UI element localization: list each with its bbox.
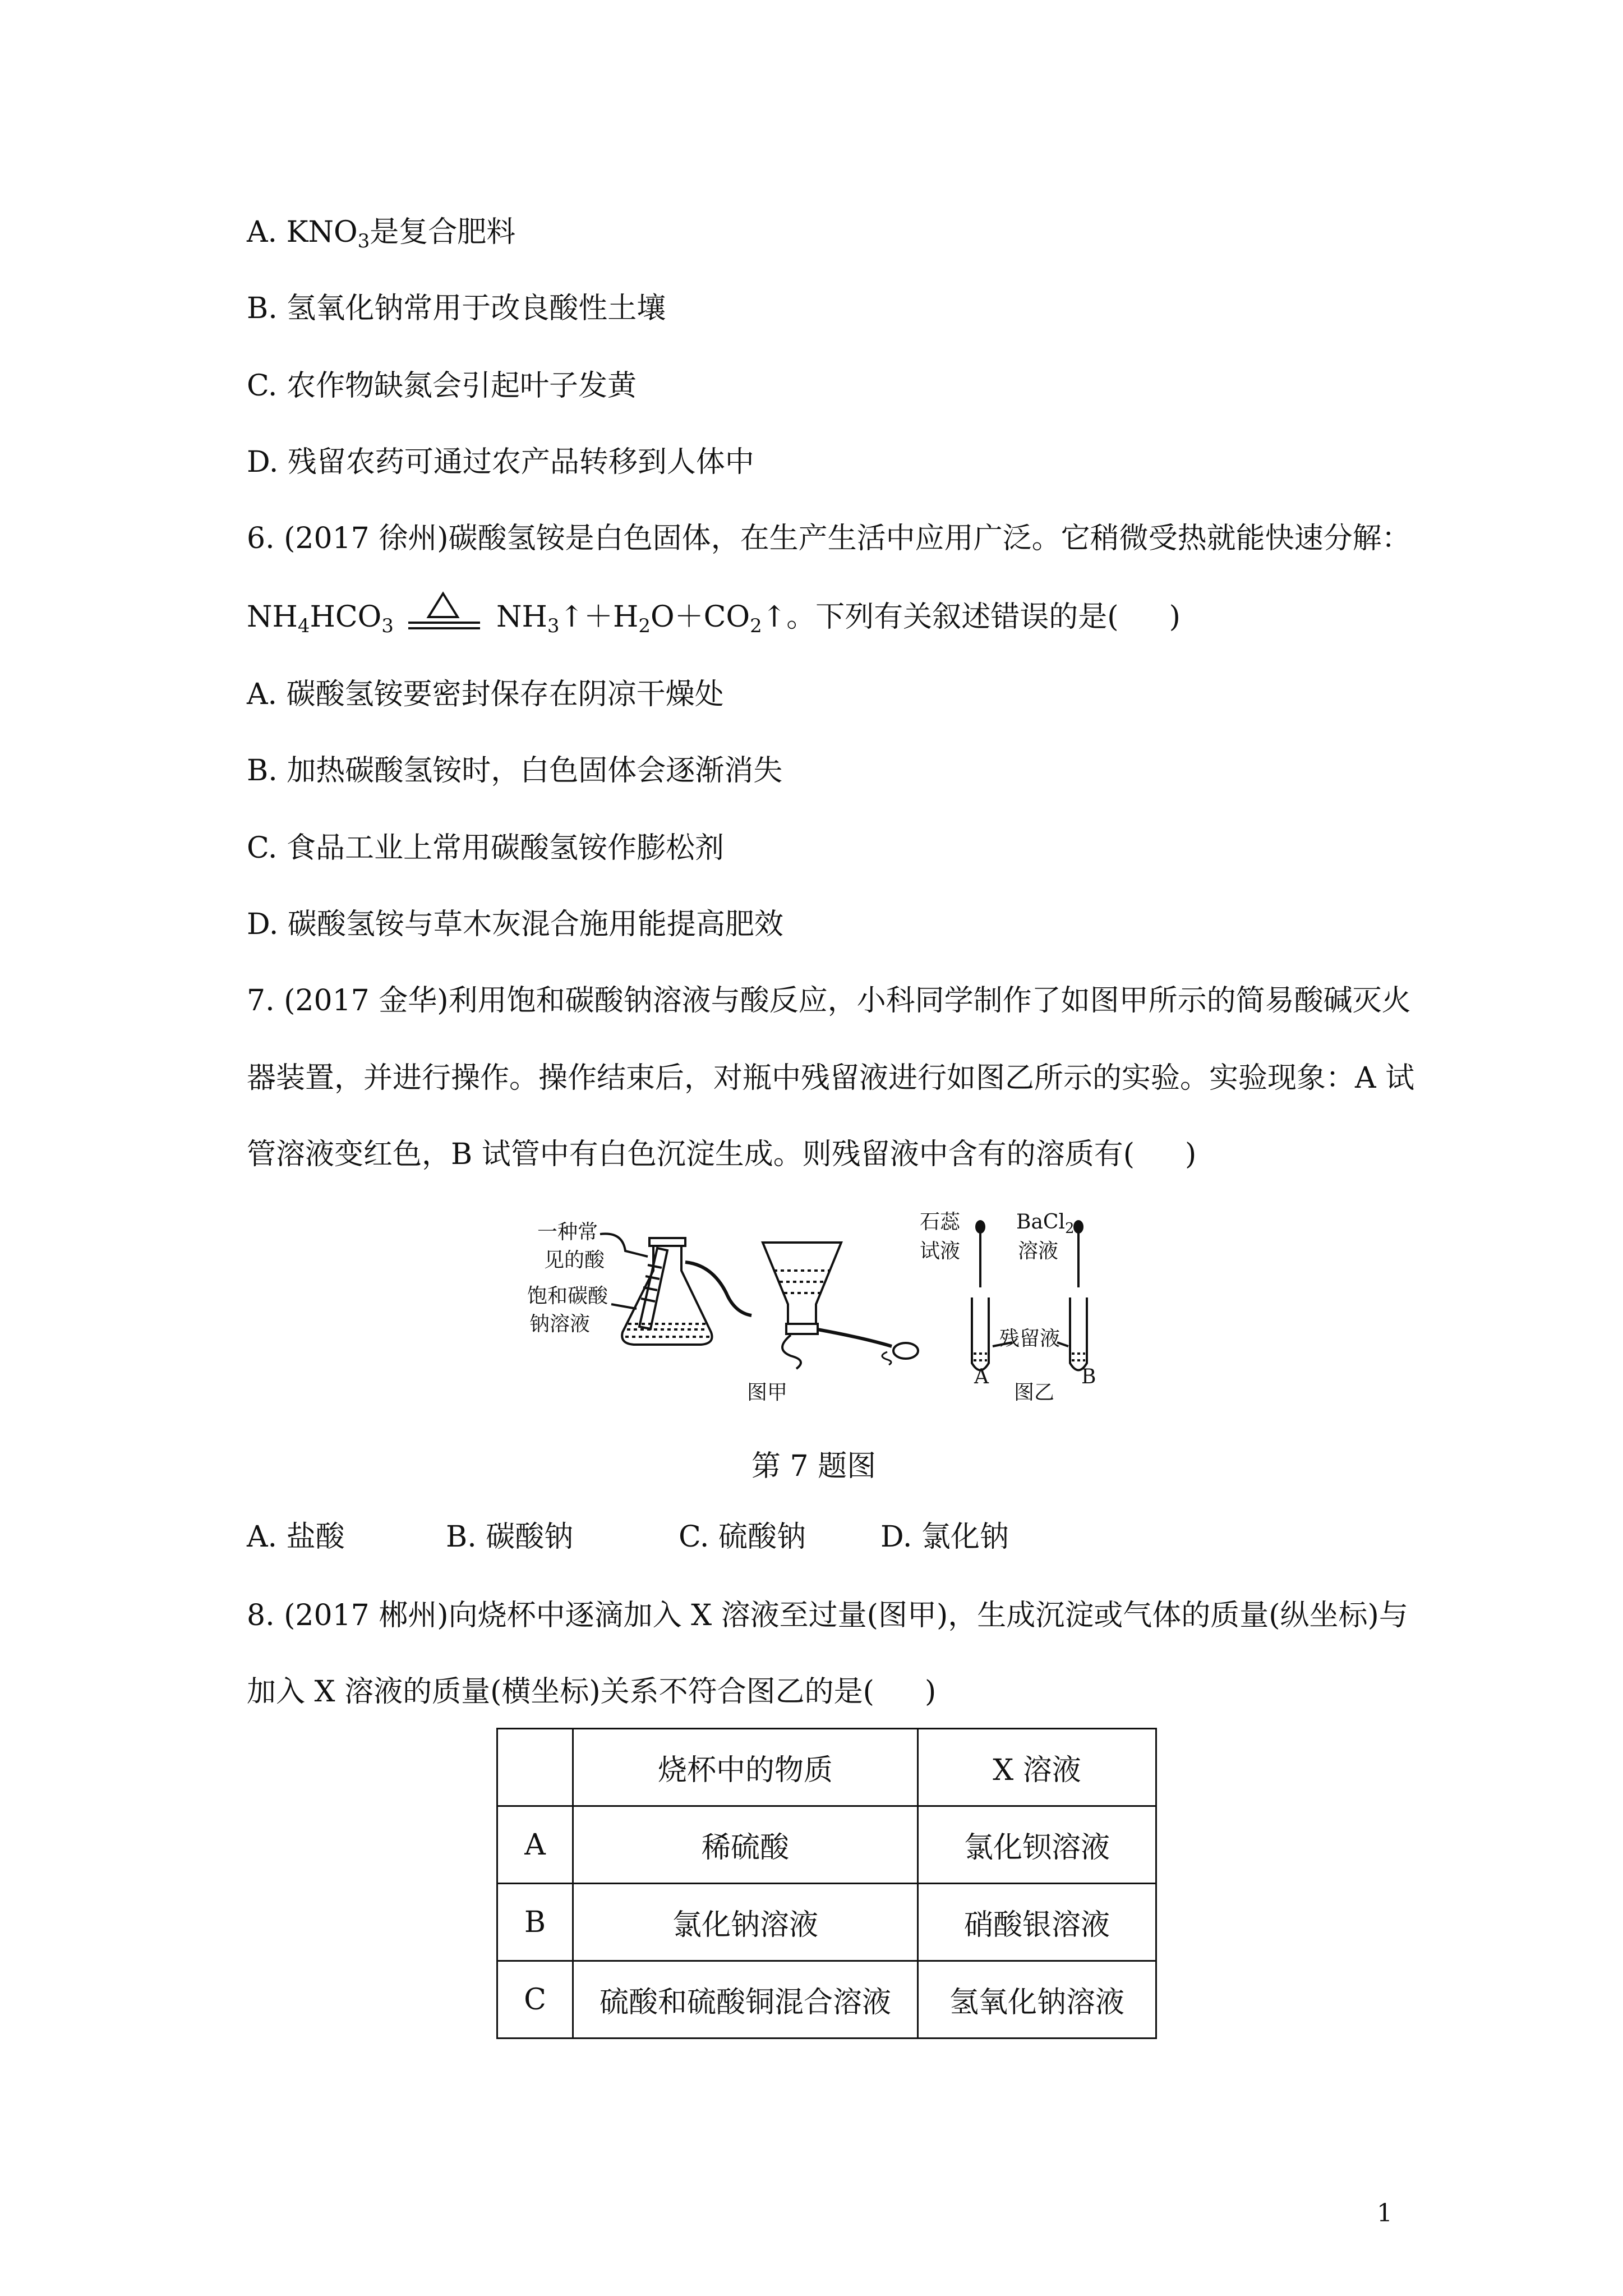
equals-bar-bottom [408,627,480,629]
table-cell: C [497,1961,573,2039]
subscript: 3 [381,615,394,637]
q5-option-d: D. 残留农药可通过农产品转移到人体中 [247,445,754,479]
label-litmus: 试液 [920,1240,961,1263]
subscript: 2 [1064,1220,1075,1237]
q6-option-d: D. 碳酸氢铵与草木灰混合施用能提高肥效 [247,908,783,941]
close-paren: ) [1185,1138,1197,1171]
q7-option-c: C. 硫酸钠 [679,1520,806,1554]
table-header-cell: X 溶液 [918,1729,1156,1806]
q8-line-2 [247,1674,936,1710]
triangle-heat-icon [426,591,460,619]
q6-equation [247,599,1181,644]
q5-option-b: B. 氢氧化钠常用于改良酸性土壤 [247,292,666,325]
table-cell: 氯化钠溶液 [573,1884,918,1961]
eq-product: NH [496,600,547,634]
subscript: 4 [297,615,310,637]
table-header-row [497,1729,1156,1806]
q5-option-c: C. 农作物缺氮会引起叶子发黄 [247,369,637,403]
q7-line-1: 7. (2017 金华)利用饱和碳酸钠溶液与酸反应，小科同学制作了如图甲所示的简易酸碱灭火 [247,984,1411,1018]
label-tube-a: A [974,1365,989,1388]
q6-stem: 6. (2017 徐州)碳酸氢铵是白色固体，在生产生活中应用广泛。它稍微受热就能快速分解： [247,522,1411,555]
test-tube-b-icon [1070,1221,1087,1370]
label-sodium-carbonate: 钠溶液 [529,1313,591,1336]
q5-option-a [247,214,515,259]
eq-reactant-rest: HCO [310,600,382,634]
option-text: 是复合肥料 [370,215,516,249]
table-header-cell [497,1729,573,1806]
equals-bar-top [408,622,480,624]
table-cell: 氯化钡溶液 [918,1806,1156,1884]
label-common-acid: 见的酸 [544,1249,605,1272]
label-figure-b: 图乙 [1014,1381,1055,1404]
label-bacl2: 溶液 [1018,1240,1059,1263]
label-common-acid: 一种常 [537,1221,598,1244]
q6-option-b: B. 加热碳酸氢铵时，白色固体会逐渐消失 [247,754,783,788]
label-sodium-carbonate: 饱和碳酸 [527,1285,608,1308]
q7-option-d: D. 氯化钠 [880,1520,1009,1554]
table-cell: 硫酸和硫酸铜混合溶液 [573,1961,918,2039]
formula-text: KNO [286,215,358,249]
q7-line-3 [247,1137,1196,1172]
table-cell: B [497,1884,573,1961]
table-cell: 氢氧化钠溶液 [918,1961,1156,2039]
table-row [497,1806,1156,1884]
q7-figure [527,1209,1110,1422]
eq-tail: ↑。下列有关叙述错误的是( [762,600,1119,634]
q8-line-1: 8. (2017 郴州)向烧杯中逐滴加入 X 溶液至过量(图甲)，生成沉淀或气体的质量(纵坐标)与 [247,1599,1408,1632]
label-litmus: 石蕊 [920,1211,961,1234]
subscript: 2 [638,615,651,637]
table-header-cell: 烧杯中的物质 [573,1729,918,1806]
table-cell: A [497,1806,573,1884]
eq-product-rest: O＋CO [651,600,750,634]
page-number: 1 [1377,2199,1393,2228]
q7-option-b: B. 碳酸钠 [446,1520,574,1554]
table-row [497,1884,1156,1961]
subscript: 3 [547,615,560,637]
label-bacl2 [1016,1211,1075,1240]
eq-reactant: NH [247,600,298,634]
q8-table [496,1728,1157,2039]
test-tube-a-icon [972,1221,989,1370]
table-cell: 硝酸银溶液 [918,1884,1156,1961]
figure-caption: 第 7 题图 [751,1450,877,1483]
label-bacl2-text: BaCl [1016,1211,1065,1234]
option-letter: A. [247,215,278,249]
q6-option-c: C. 食品工业上常用碳酸氢铵作膨松剂 [247,831,724,865]
q7-line-2: 器装置，并进行操作。操作结束后，对瓶中残留液进行如图乙所示的实验。实验现象：A 试 [247,1061,1415,1095]
label-figure-a: 图甲 [747,1381,788,1404]
eq-product-rest: ↑＋H [559,600,639,634]
close-paren: ) [924,1675,937,1709]
label-residue: 残留液 [999,1327,1061,1350]
subscript: 3 [357,230,370,252]
q7-line-3-text: 管溶液变红色，B 试管中有白色沉淀生成。则残留液中含有的溶质有( [247,1138,1135,1171]
table-cell: 稀硫酸 [573,1806,918,1884]
close-paren: ) [1169,600,1181,634]
q7-option-a: A. 盐酸 [247,1520,345,1554]
table-row [497,1961,1156,2039]
q8-line-2-text: 加入 X 溶液的质量(横坐标)关系不符合图乙的是( [247,1675,874,1709]
label-tube-b: B [1081,1365,1096,1388]
q6-option-a: A. 碳酸氢铵要密封保存在阴凉干燥处 [247,678,724,711]
subscript: 2 [750,615,762,637]
heat-equals-sign [403,601,487,637]
inverted-flask-icon [763,1243,918,1369]
